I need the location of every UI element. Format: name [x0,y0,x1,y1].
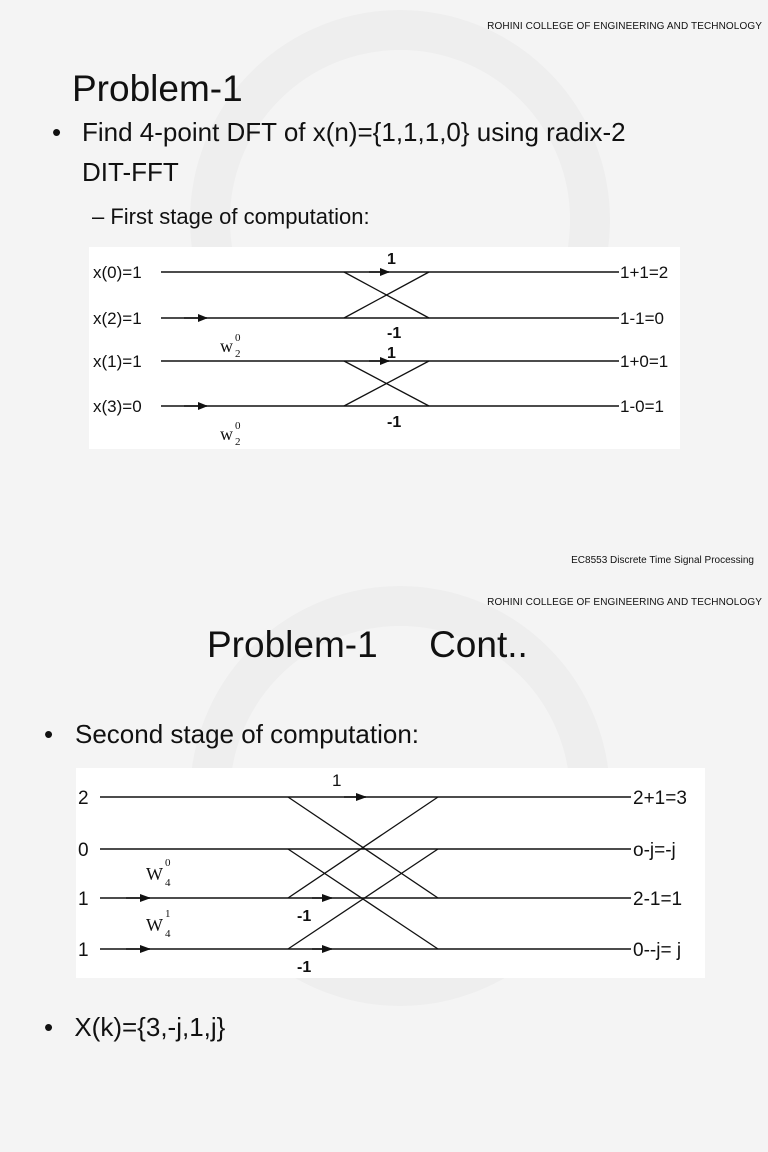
bullet-dot: • [44,1012,54,1042]
twiddle-sup: 0 [165,857,171,869]
twiddle-sub: 4 [165,877,171,889]
input-label-2: 0 [78,840,89,861]
butterfly-svg-1 [89,247,680,449]
output-label-4: 0--j= j [633,940,682,961]
college-header: ROHINI COLLEGE OF ENGINEERING AND TECHNOLOGY [487,597,762,608]
input-label-3: x(1)=1 [93,352,142,371]
twiddle-base: w [220,424,233,444]
sub-bullet-text: First stage of computation: [110,204,370,229]
twiddle-base: W [146,915,163,935]
butterfly-label-bottom-2: -1 [387,414,402,431]
label-bottom-neg1: -1 [297,959,312,976]
output-label-3: 2-1=1 [633,889,683,910]
twiddle-sup: 0 [235,332,241,344]
course-footer: EC8553 Discrete Time Signal Processing [571,555,754,566]
twiddle-factor-w4-1 [146,908,171,940]
sub-bullet [92,204,370,230]
twiddle-factor-1 [220,332,241,360]
twiddle-sub: 4 [165,928,171,940]
output-label-3: 1+0=1 [620,352,669,371]
label-top-1: 1 [332,771,342,790]
bullet-dot: • [52,117,62,147]
input-label-2: x(2)=1 [93,309,142,328]
butterfly-diagram-stage-2 [76,768,705,978]
twiddle-sup: 0 [235,420,241,432]
output-label-1: 1+1=2 [620,263,669,282]
twiddle-sub: 2 [235,348,241,360]
bullet-dot: • [44,719,54,749]
butterfly-label-bottom-1: -1 [387,325,402,342]
twiddle-base: W [146,864,163,884]
bullet-text: Second stage of computation: [75,719,420,749]
output-label-2: o-j=-j [633,840,676,861]
butterfly-svg-2 [76,768,705,978]
butterfly-label-top-2: 1 [387,345,396,362]
input-label-4: x(3)=0 [93,397,142,416]
input-label-1: x(0)=1 [93,263,142,282]
input-label-4: 1 [78,940,89,961]
twiddle-factor-w4-0 [146,857,171,889]
bullet-line-1: Find 4-point DFT of x(n)={1,1,1,0} using radix-2 [82,117,626,147]
twiddle-base: w [220,336,233,356]
result-text: X(k)={3,-j,1,j} [74,1012,226,1042]
input-label-1: 2 [78,788,89,809]
input-label-3: 1 [78,889,89,910]
slide-title: Problem-1 Cont.. [207,624,528,665]
sub-bullet-dash: – [92,204,111,229]
butterfly-label-top-1: 1 [387,251,396,268]
result-bullet [44,1012,225,1043]
twiddle-sub: 2 [235,436,241,448]
label-mid-neg1: -1 [297,908,312,925]
output-label-4: 1-0=1 [620,397,664,416]
slide-title: Problem-1 [72,68,243,109]
twiddle-sup: 1 [165,908,171,920]
bullet-line-2: DIT-FFT [82,157,179,187]
college-header: ROHINI COLLEGE OF ENGINEERING AND TECHNOLOGY [487,21,762,32]
butterfly-diagram-stage-1 [89,247,680,449]
output-label-1: 2+1=3 [633,788,687,809]
twiddle-factor-2 [220,420,241,448]
output-label-2: 1-1=0 [620,309,664,328]
slide-2 [0,576,768,1152]
